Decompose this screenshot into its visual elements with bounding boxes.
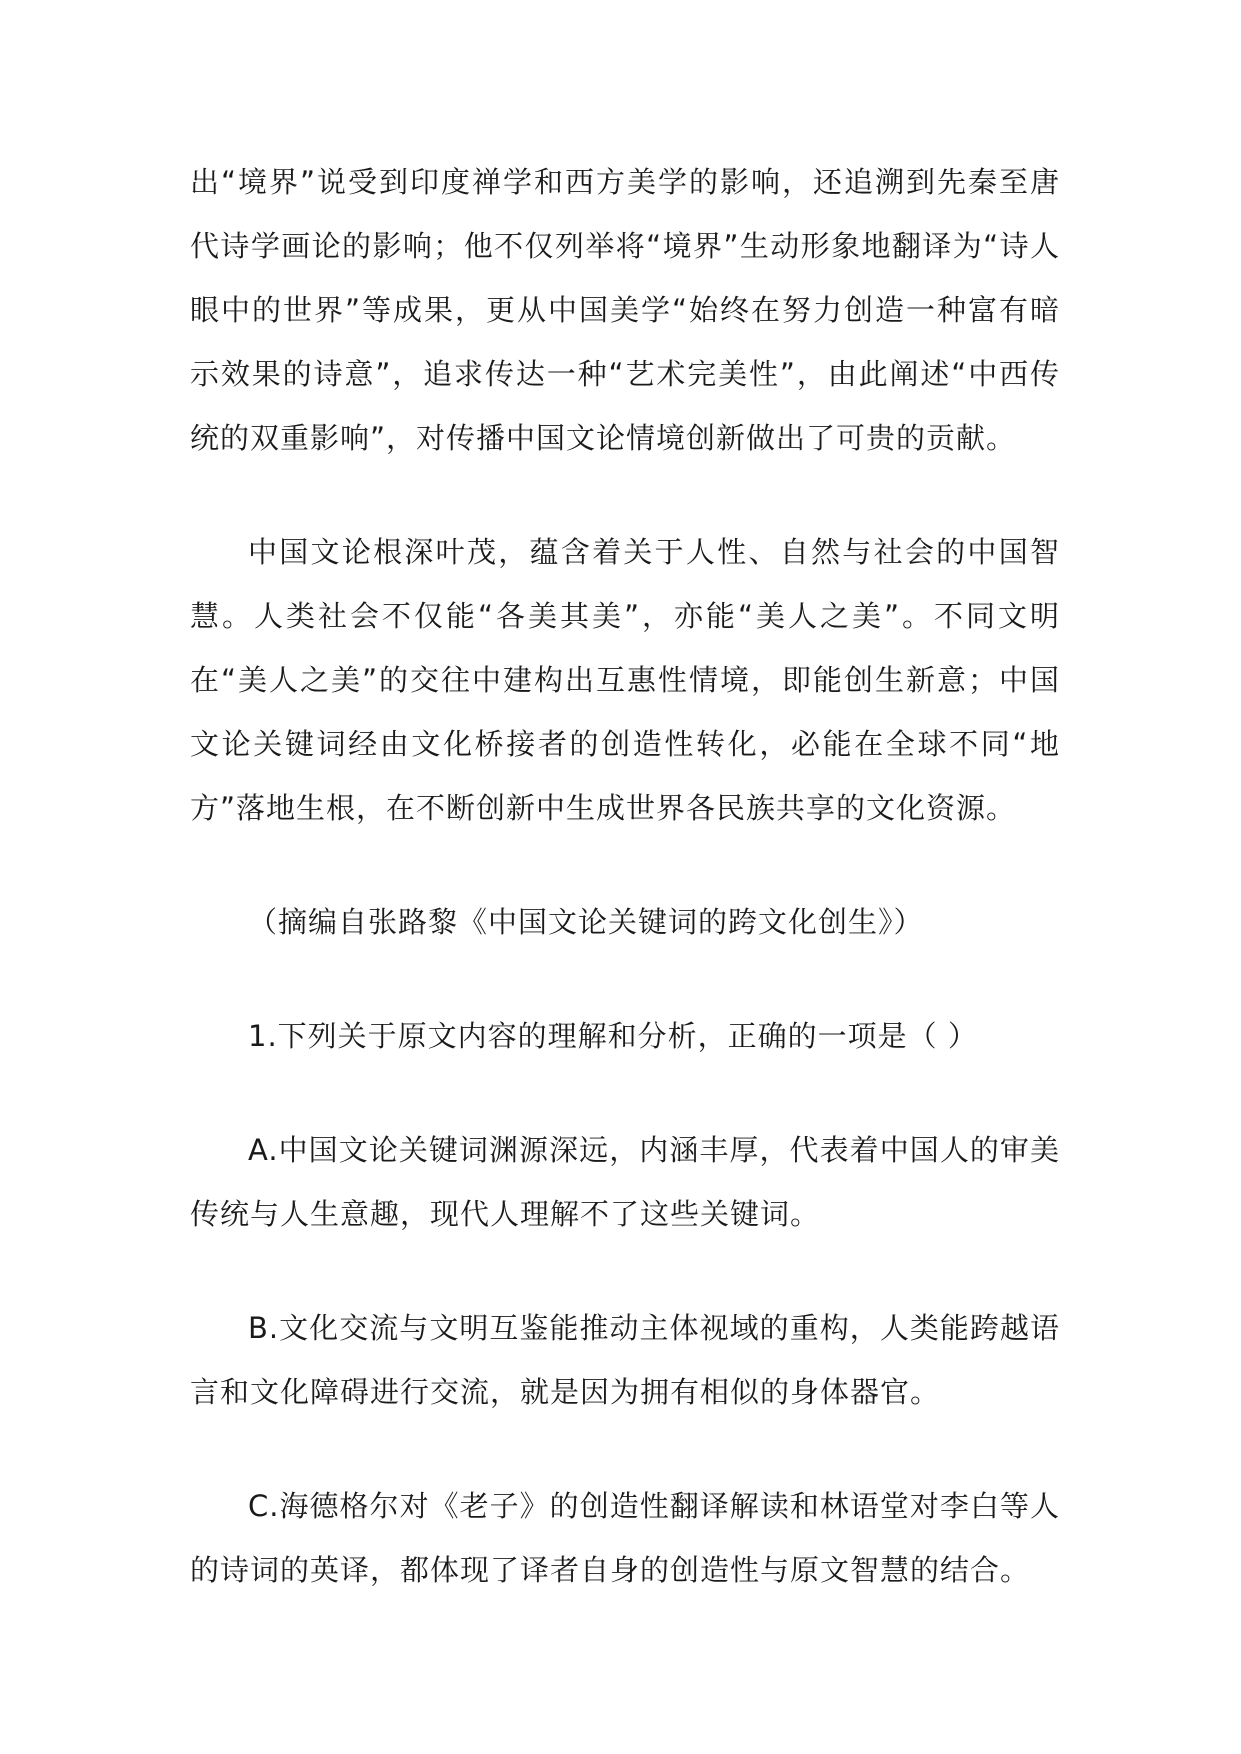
paragraph-1: 出“境界”说受到印度禅学和西方美学的影响，还追溯到先秦至唐代诗学画论的影响；他不仅列举将“境界”生动形象地翻译为“诗人眼中的世界”等成果，更从中国美学“始终在努力创造一种富有暗示效果的诗意”，追求传达一种“艺术完美性”，由此阐述“中西传统的双重影响”，对传播中国文论情境创新做出了可贵的贡献。 [190,165,1060,455]
document-body [190,150,1060,1602]
source-citation: （摘编自张路黎《中国文论关键词的跨文化创生》） [248,905,924,939]
paragraph-2: 中国文论根深叶茂，蕴含着关于人性、自然与社会的中国智慧。人类社会不仅能“各美其美”，亦能“美人之美”。不同文明在“美人之美”的交往中建构出互惠性情境，即能创生新意；中国文论关键词经由文化桥接者的创造性转化，必能在全球不同“地方”落地生根，在不断创新中生成世界各民族共享的文化资源。 [190,535,1060,825]
option-c: C.海德格尔对《老子》的创造性翻译解读和林语堂对李白等人的诗词的英译，都体现了译者自身的创造性与原文智慧的结合。 [190,1489,1060,1587]
option-b: B.文化交流与文明互鉴能推动主体视域的重构，人类能跨越语言和文化障碍进行交流，就是因为拥有相似的身体器官。 [190,1311,1060,1409]
question-stem: 1.下列关于原文内容的理解和分析，正确的一项是（ ） [248,1019,978,1053]
option-a: A.中国文论关键词渊源深远，内涵丰厚，代表着中国人的审美传统与人生意趣，现代人理解不了这些关键词。 [190,1133,1060,1231]
